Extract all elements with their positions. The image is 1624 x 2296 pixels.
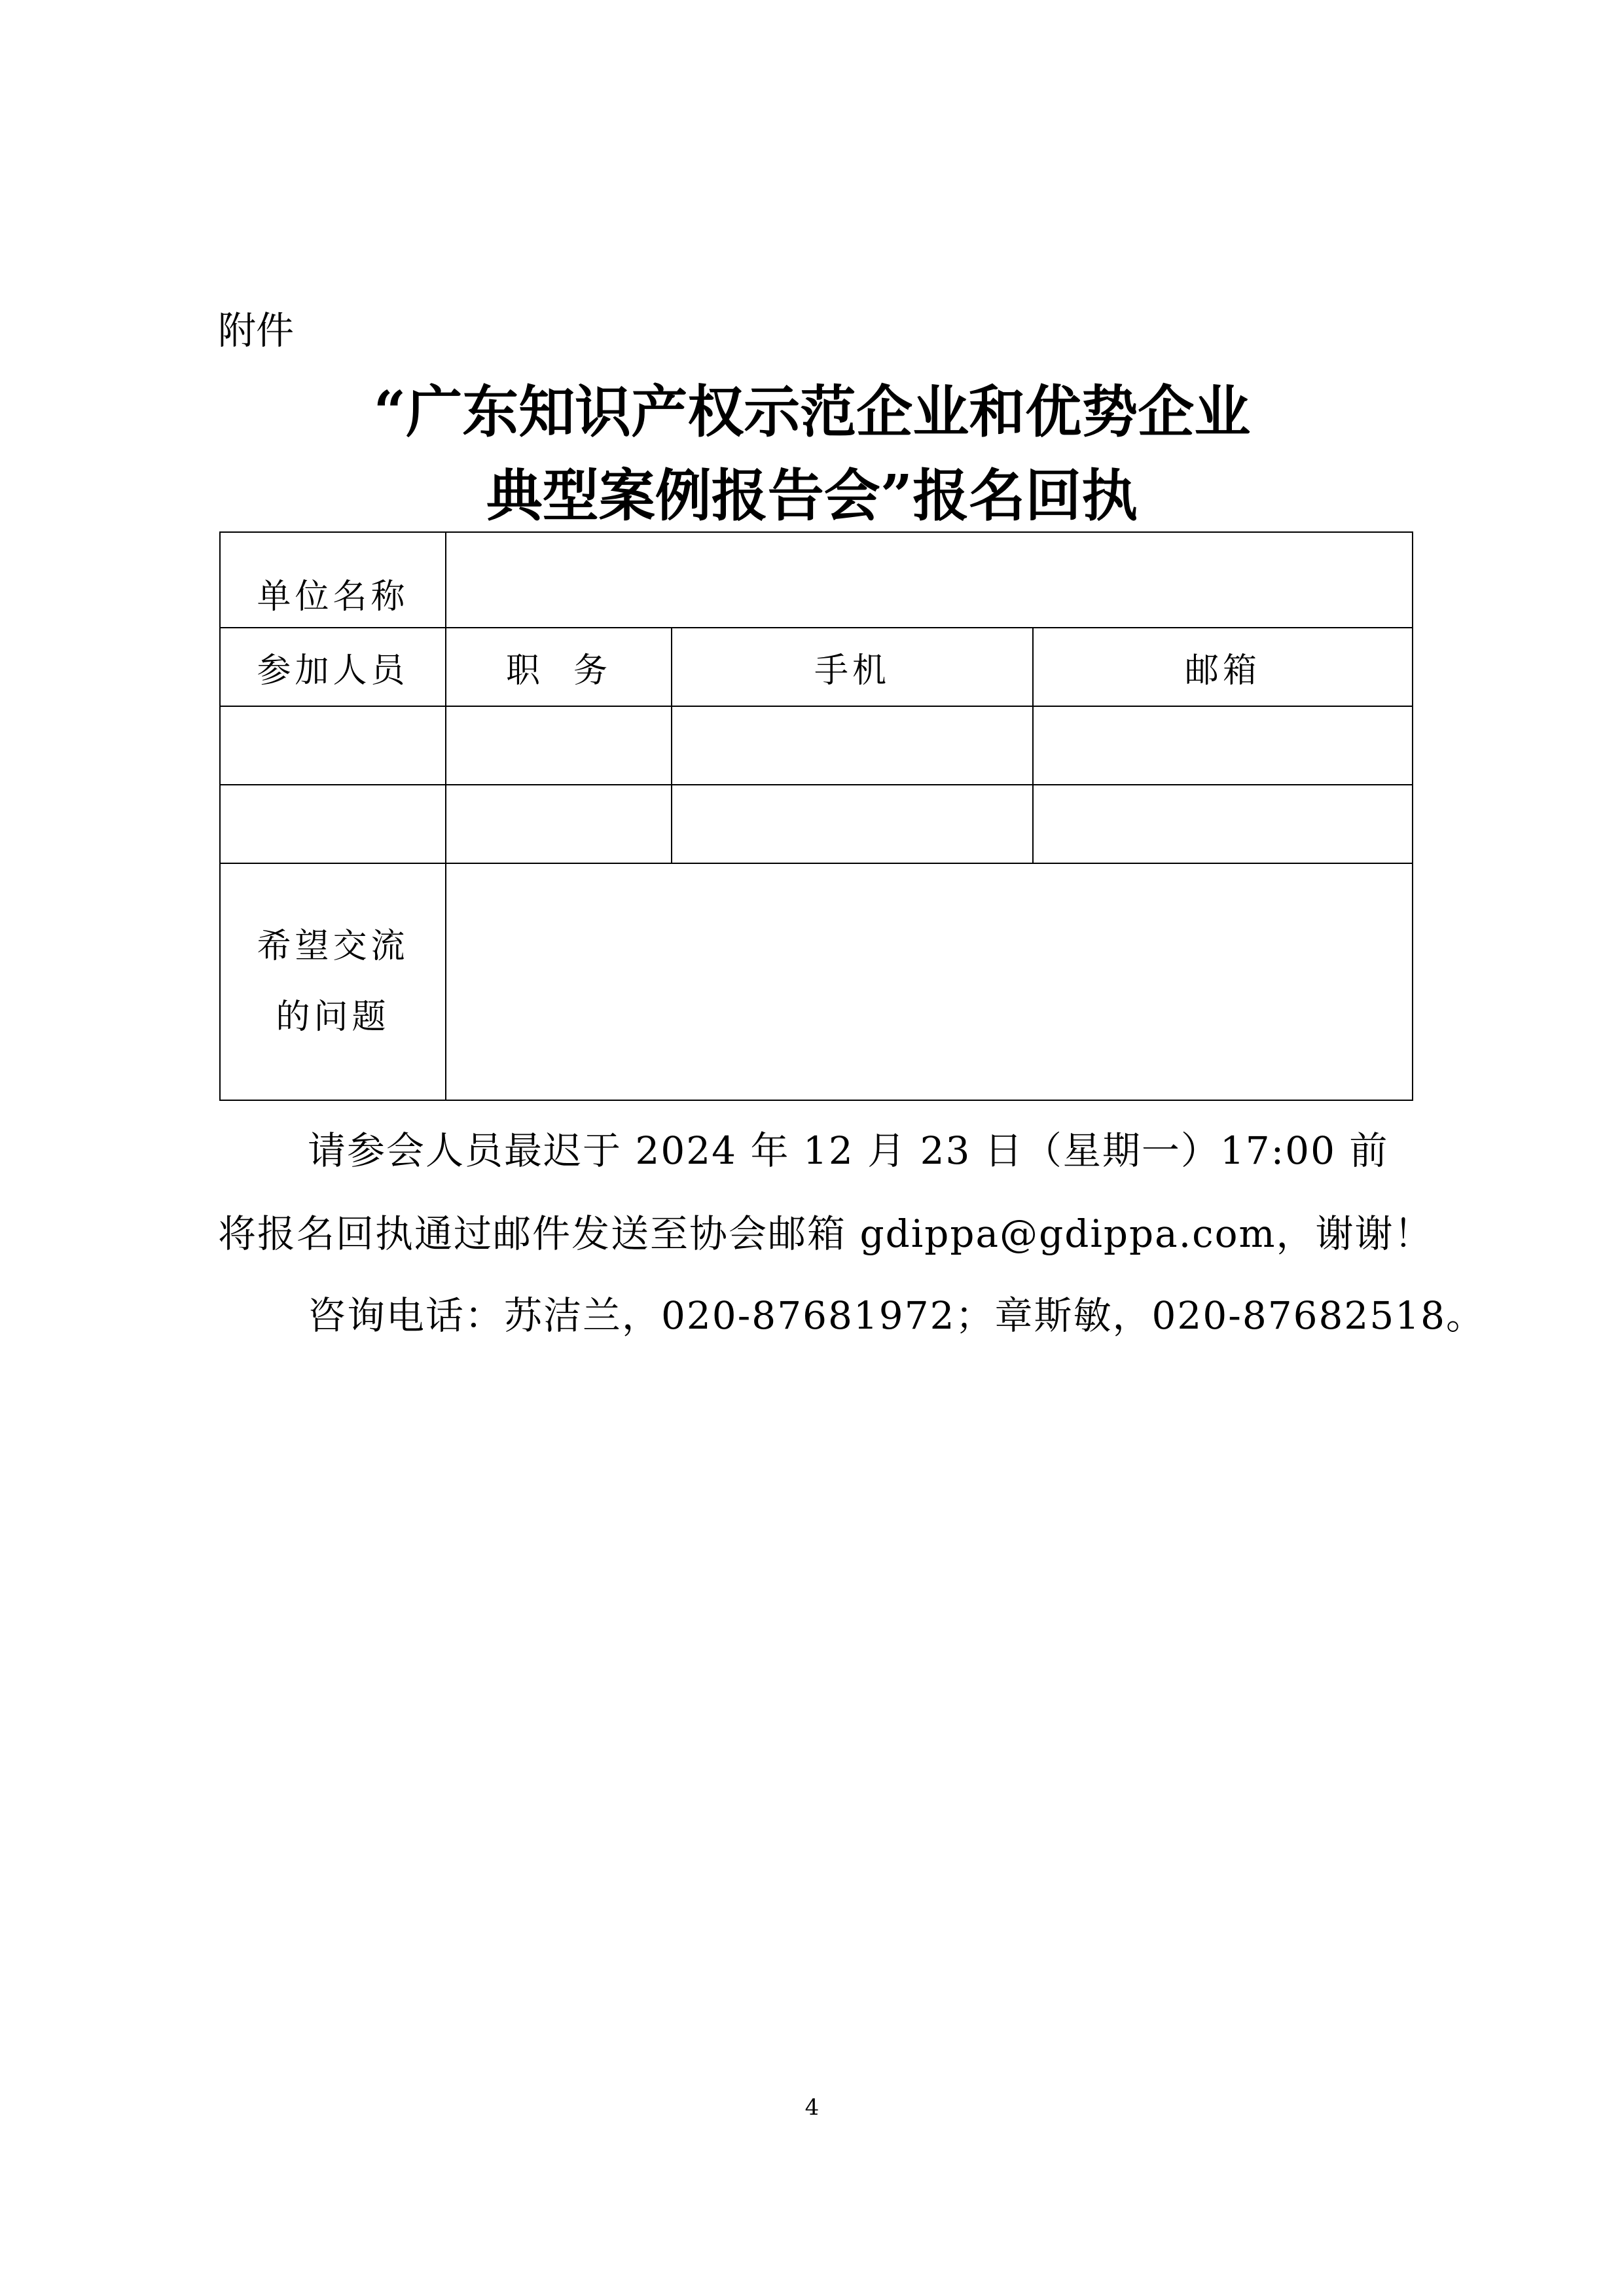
unit-name-field[interactable] [446,532,1413,628]
attachment-label: 附件 [218,308,295,353]
document-title-line-1: “广东知识产权示范企业和优势企业 [373,379,1251,445]
mobile-field[interactable] [672,706,1033,785]
contact-note: 咨询电话：苏洁兰，020-87681972；章斯敏，020-87682518。 [308,1293,1486,1338]
participant-field[interactable] [220,706,446,785]
document-title-line-2: 典型案例报告会”报名回执 [486,463,1138,529]
position-field[interactable] [446,785,672,863]
participants-header: 参加人员 [220,628,446,706]
email-field[interactable] [1033,785,1413,863]
topics-label-cell [220,863,446,1100]
position-header: 职 务 [446,628,672,706]
topics-field[interactable] [446,863,1413,1100]
unit-name-row [220,532,1413,628]
mobile-field[interactable] [672,785,1033,863]
email-field[interactable] [1033,706,1413,785]
registration-form-table [219,531,1413,1101]
participant-field[interactable] [220,785,446,863]
topics-label-line-1: 希望交流 [257,927,409,966]
mobile-header: 手机 [672,628,1033,706]
email-header: 邮箱 [1033,628,1413,706]
participant-entry-row [220,785,1413,863]
header-row [220,628,1413,706]
topics-label-line-2: 的问题 [276,997,390,1037]
unit-name-label: 单位名称 [257,577,409,617]
page-number: 4 [804,2094,820,2121]
topics-row [220,863,1413,1100]
unit-name-label-cell [220,532,446,628]
position-field[interactable] [446,706,672,785]
deadline-note: 请参会人员最迟于 2024 年 12 月 23 日（星期一）17:00 前 [308,1128,1389,1173]
participant-entry-row [220,706,1413,785]
submission-note: 将报名回执通过邮件发送至协会邮箱 gdippa@gdippa.com，谢谢！ [218,1211,1434,1256]
